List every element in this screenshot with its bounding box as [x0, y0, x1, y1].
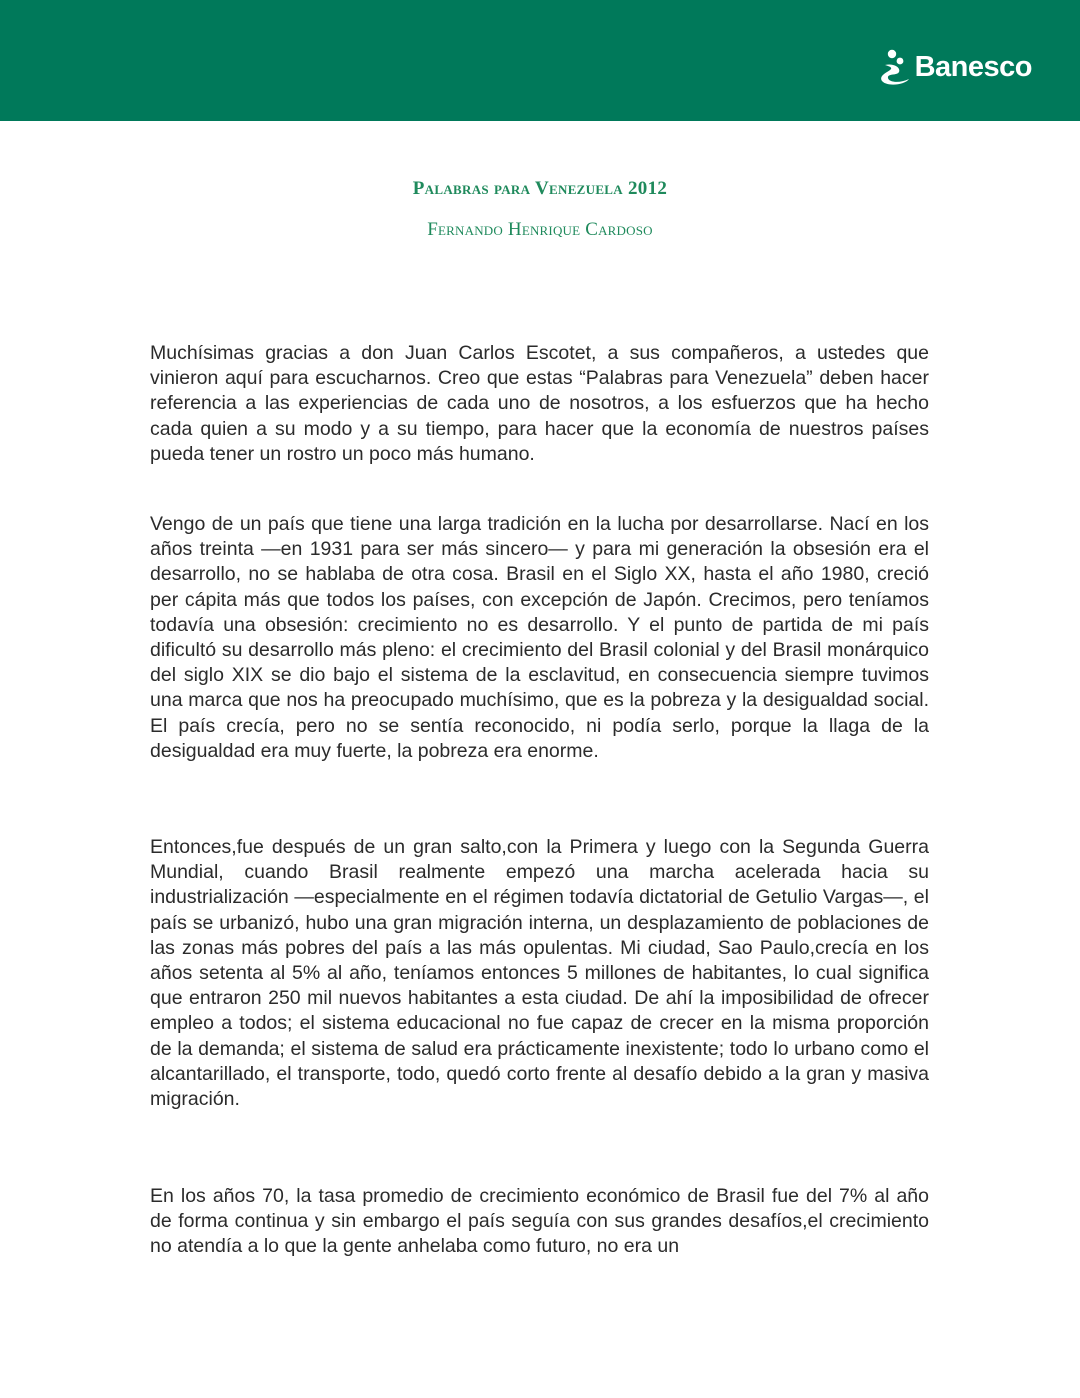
- paragraph: Vengo de un país que tiene una larga tradición en la lucha por desarrollarse. Nací en los años treinta —en 1931 para ser más sincero— y para mi generación la obsesión era el desarrollo, no se hablaba de otra cosa. Brasil en el Siglo XX, hasta el año 1980, creció per cápita más que todos los países, con excepción de Japón. Crecimos, pero teníamos todavía una obsesión: crecimiento no es desarrollo. Y el punto de partida de mi país dificultó su desarrollo más pleno: el crecimiento del Brasil colonial y del Brasil monárquico del siglo XIX se dio bajo el sistema de la esclavitud, en consecuencia siempre tuvimos una marca que nos ha preocupado muchísimo, que es la pobreza y la desigualdad social. El país crecía, pero no se sentía reconocido, ni podía serlo, porque la llaga de la desigualdad era muy fuerte, la pobreza era enorme.: [150, 513, 929, 762]
- paragraph: Muchísimas gracias a don Juan Carlos Escotet, a sus compañeros, a ustedes que vinieron aquí para escucharnos. Creo que estas “Palabras para Venezuela” deben hacer referencia a las experiencias de cada uno de nosotros, a los esfuerzos que ha hecho cada quien a su modo y a su tiempo, para hacer que la economía de nuestros países pueda tener un rostro un poco más humano.: [150, 342, 929, 465]
- paragraph: En los años 70, la tasa promedio de crecimiento económico de Brasil fue del 7% al año de forma continua y sin embargo el país seguía con sus grandes desafíos,el crecimiento no atendía a lo que la gente anhelaba como futuro, no era un: [150, 1185, 929, 1258]
- header-bar: [0, 0, 1080, 121]
- paragraph: Entonces,fue después de un gran salto,con la Primera y luego con la Segunda Guerra Mundial, cuando Brasil realmente empezó una marcha acelerada hacia su industrialización —especialmente en el régimen todavía dictatorial de Getulio Vargas—, el país se urbanizó, hubo una gran migración interna, un desplazamiento de poblaciones de las zonas más pobres del país a las más opulentas. Mi ciudad, Sao Paulo,crecía en los años setenta al 5% al año, teníamos entonces 5 millones de habitantes, lo cual significa que entraron 250 mil nuevos habitantes a esta ciudad. De ahí la imposibilidad de ofrecer empleo a todos; el sistema educacional no fue capaz de crecer en la misma proporción de la demanda; el sistema de salud era prácticamente inexistente; todo lo urbano como el alcantarillado, el transporte, todo, quedó corto frente al desafío debido a la gran y masiva migración.: [150, 836, 929, 1111]
- banesco-logo-icon: [879, 48, 913, 86]
- brand-logo: [879, 48, 1032, 86]
- document-title: Palabras para Venezuela 2012: [412, 178, 668, 199]
- document-author: Fernando Henrique Cardoso: [427, 219, 653, 240]
- brand-name: Banesco: [914, 50, 1032, 83]
